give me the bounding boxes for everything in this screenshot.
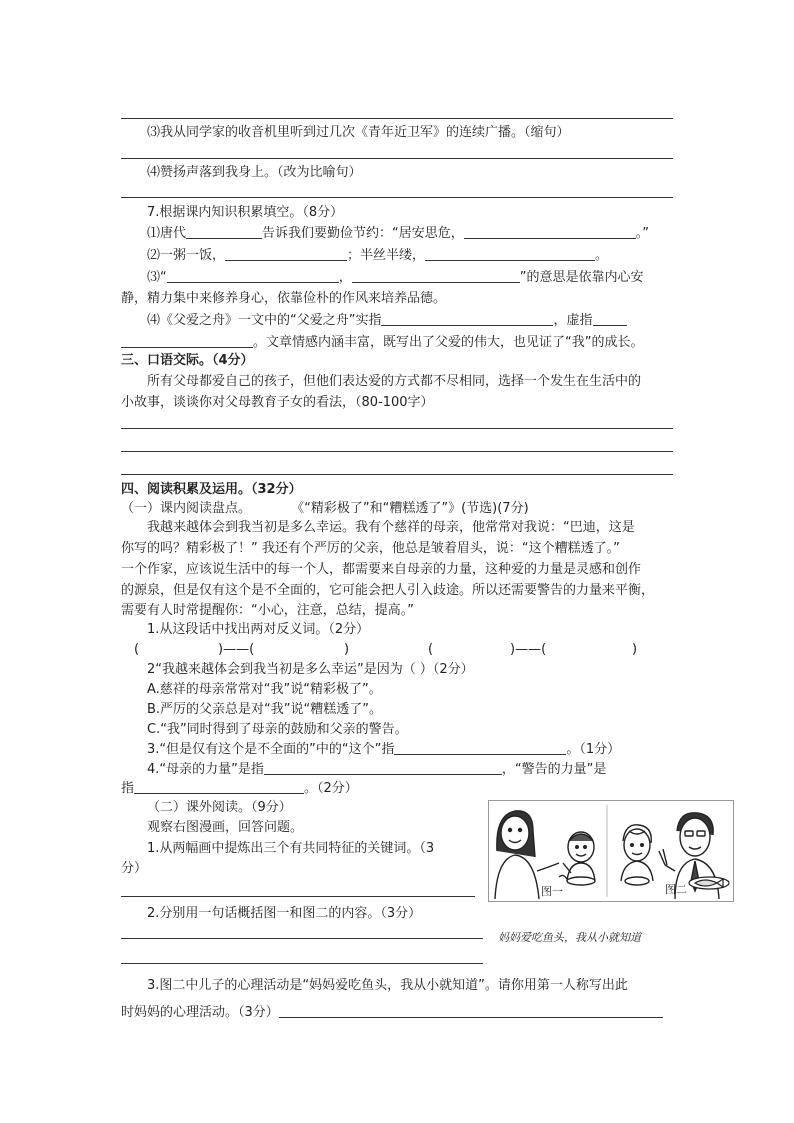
reading-q4-cont [121, 779, 358, 799]
sub-section-1 [121, 499, 529, 519]
answer-line[interactable] [121, 896, 475, 897]
blank[interactable] [186, 224, 262, 239]
question-7-title: 7.根据课内知识积累填空。（8分） [147, 205, 344, 220]
q7-l1b: 告诉我们要勤俭节约：“居安思危， [262, 226, 464, 241]
option-c[interactable]: C.“我”同时得到了母亲的鼓励和父亲的警告。 [147, 722, 408, 737]
q7-l2b: ；半丝半缕， [347, 248, 426, 263]
blank[interactable] [352, 268, 520, 283]
q4-text: 4.“母亲的力量”是指 [147, 762, 264, 777]
comic-illustration [488, 800, 734, 902]
q7-line4 [147, 311, 627, 331]
q7-l4a: ⑷《父爱之舟》一文中的“父爱之舟”实指 [147, 313, 382, 328]
figure-1-caption: 图一 [541, 885, 563, 898]
q7-line3-cont: 静，精力集中来修养身心，依靠俭朴的作风来培养品德。 [121, 291, 447, 306]
passage-line: 我越来越体会到我当初是多么幸运。我有个慈祥的母亲，他常常对我说：“巴迪，这是 [147, 520, 635, 535]
extra-q2: 2.分别用一句话概括图一和图二的内容。（3分） [147, 906, 422, 921]
reading-q3 [147, 740, 620, 760]
fish-plate [689, 877, 729, 889]
answer-line[interactable] [121, 428, 673, 429]
blank[interactable] [225, 246, 347, 261]
q7-l3a: ⑶“ [147, 270, 167, 285]
antonym-pair-2[interactable] [428, 640, 433, 660]
answer-line[interactable] [121, 963, 483, 964]
antonym-pair-1[interactable] [134, 640, 139, 660]
passage-title: 《“精彩极了”和“糟糕透了”》(节选)(7分) [291, 501, 529, 516]
blank[interactable] [279, 1003, 663, 1018]
q7-line1 [147, 224, 649, 244]
answer-line[interactable] [121, 451, 673, 452]
antonym-pair-2c [632, 640, 637, 660]
extra-q3-cont [121, 1003, 663, 1023]
blank[interactable] [425, 246, 595, 261]
extra-q3: 3.图二中儿子的心理活动是“妈妈爱吃鱼头，我从小就知道”。请你用第一人称写出此 [147, 978, 628, 993]
sub-section-2-prompt: 观察右图漫画，回答问题。 [147, 820, 304, 835]
q3-score: 。（1分） [566, 742, 621, 757]
reading-q1: 1.从这段话中找出两对反义词。（2分） [147, 622, 370, 637]
option-b[interactable]: B.严厉的父亲总是对“我”说“糟糕透了”。 [147, 702, 382, 717]
sub1-label: （一）课内阅读盘点。 [121, 501, 252, 516]
sub-section-2: （二）课外阅读。（9分） [147, 800, 292, 815]
answer-line[interactable] [121, 158, 673, 159]
blank[interactable] [264, 760, 502, 775]
q3-text: 3.“但是仅有这个是不全面的”中的“这个”指 [147, 742, 395, 757]
reading-q2: 2“我越来越体会到我当初是多么幸运”是因为（ ）（2分） [147, 662, 474, 677]
extra-q1-cont: 分） [121, 861, 148, 876]
q7-l3c: ”的意思是依靠内心安 [519, 270, 644, 285]
antonym-pair-2b[interactable] [510, 640, 546, 660]
child-figure [559, 832, 595, 885]
q7-l2c: 。 [595, 248, 609, 263]
question-4: ⑷赞扬声落到我身上。（改为比喻句） [147, 165, 362, 180]
blank[interactable] [381, 311, 553, 326]
q7-line2 [147, 246, 608, 266]
extra-q1: 1.从两幅画中提炼出三个有共同特征的关键词。（3 [147, 841, 435, 856]
handwritten-caption: 妈妈爱吃鱼头，我从小就知道 [498, 931, 641, 944]
antonym-pair-1b[interactable] [218, 640, 254, 660]
q7-l2a: ⑵一粥一饭， [147, 248, 226, 263]
answer-line[interactable] [121, 118, 673, 119]
comic-drawing [489, 801, 733, 901]
option-a[interactable]: A.慈祥的母亲常常对“我”说“精彩极了”。 [147, 682, 382, 697]
section-3-prompt-cont: 小故事，谈谈你对父母教育子女的看法，（80-100字） [121, 395, 434, 410]
q3-text: 时妈妈的心理活动。（3分） [121, 1005, 279, 1020]
q7-l4c: 。文章情感内涵丰富，既写出了父爱的伟大，也见证了“我”的成长。 [253, 335, 644, 350]
blank[interactable] [593, 311, 627, 326]
paren: )——( [218, 642, 255, 657]
passage-line: 需要有人时常提醒你：“小心，注意，总结，提高。” [121, 603, 414, 618]
q4-score: 。（2分） [304, 781, 358, 796]
section-4-title: 四、阅读积累及运用。（32分） [121, 482, 302, 497]
paren: ) [632, 642, 638, 657]
blank[interactable] [394, 740, 566, 755]
figure-2-caption: 图二 [665, 883, 687, 896]
q4-text-b: ，“警告的力量”是 [501, 762, 607, 777]
blank[interactable] [167, 268, 339, 283]
paren: ( [134, 642, 140, 657]
q7-line4-cont [121, 333, 643, 353]
q7-l1a: ⑴唐代 [147, 226, 187, 241]
q7-line3 [147, 268, 644, 288]
passage-line: 你写的吗？精彩极了！” 我还有个严厉的父亲，他总是皱着眉头，说：“这个糟糕透了。” [121, 541, 620, 556]
blank[interactable] [134, 779, 304, 794]
blank[interactable] [464, 224, 636, 239]
answer-line[interactable] [121, 474, 673, 475]
answer-line[interactable] [121, 938, 483, 939]
paren: ) [344, 642, 350, 657]
q7-l3b: ， [338, 270, 352, 285]
q7-l1c: 。” [635, 226, 650, 241]
question-3: ⑶我从同学家的收音机里听到过几次《青年近卫军》的连续广播。（缩句） [147, 125, 570, 140]
q4-text-c: 指 [121, 781, 135, 796]
q7-l4b: ，虚指 [553, 313, 593, 328]
old-mother-figure [621, 825, 653, 885]
passage-line: 一个作家，应该说生活中的每一个人，都需要来自母亲的力量，这种爱的力量是灵感和创作 [121, 562, 642, 577]
passage-line: 的源泉，但是仅有这个是不全面的，它可能会把人引入歧途。所以还需要警告的力量来平衡， [121, 583, 655, 598]
section-3-title: 三、口语交际。（4分） [121, 353, 254, 368]
reading-q4 [147, 760, 606, 780]
antonym-pair-1c [344, 640, 349, 660]
answer-line[interactable] [121, 197, 673, 198]
section-3-prompt: 所有父母都爱自己的孩子，但他们表达爱的方式都不尽相同，选择一个发生在生活中的 [147, 374, 642, 389]
blank[interactable] [121, 333, 253, 348]
paren: ( [428, 642, 434, 657]
paren: )——( [510, 642, 547, 657]
